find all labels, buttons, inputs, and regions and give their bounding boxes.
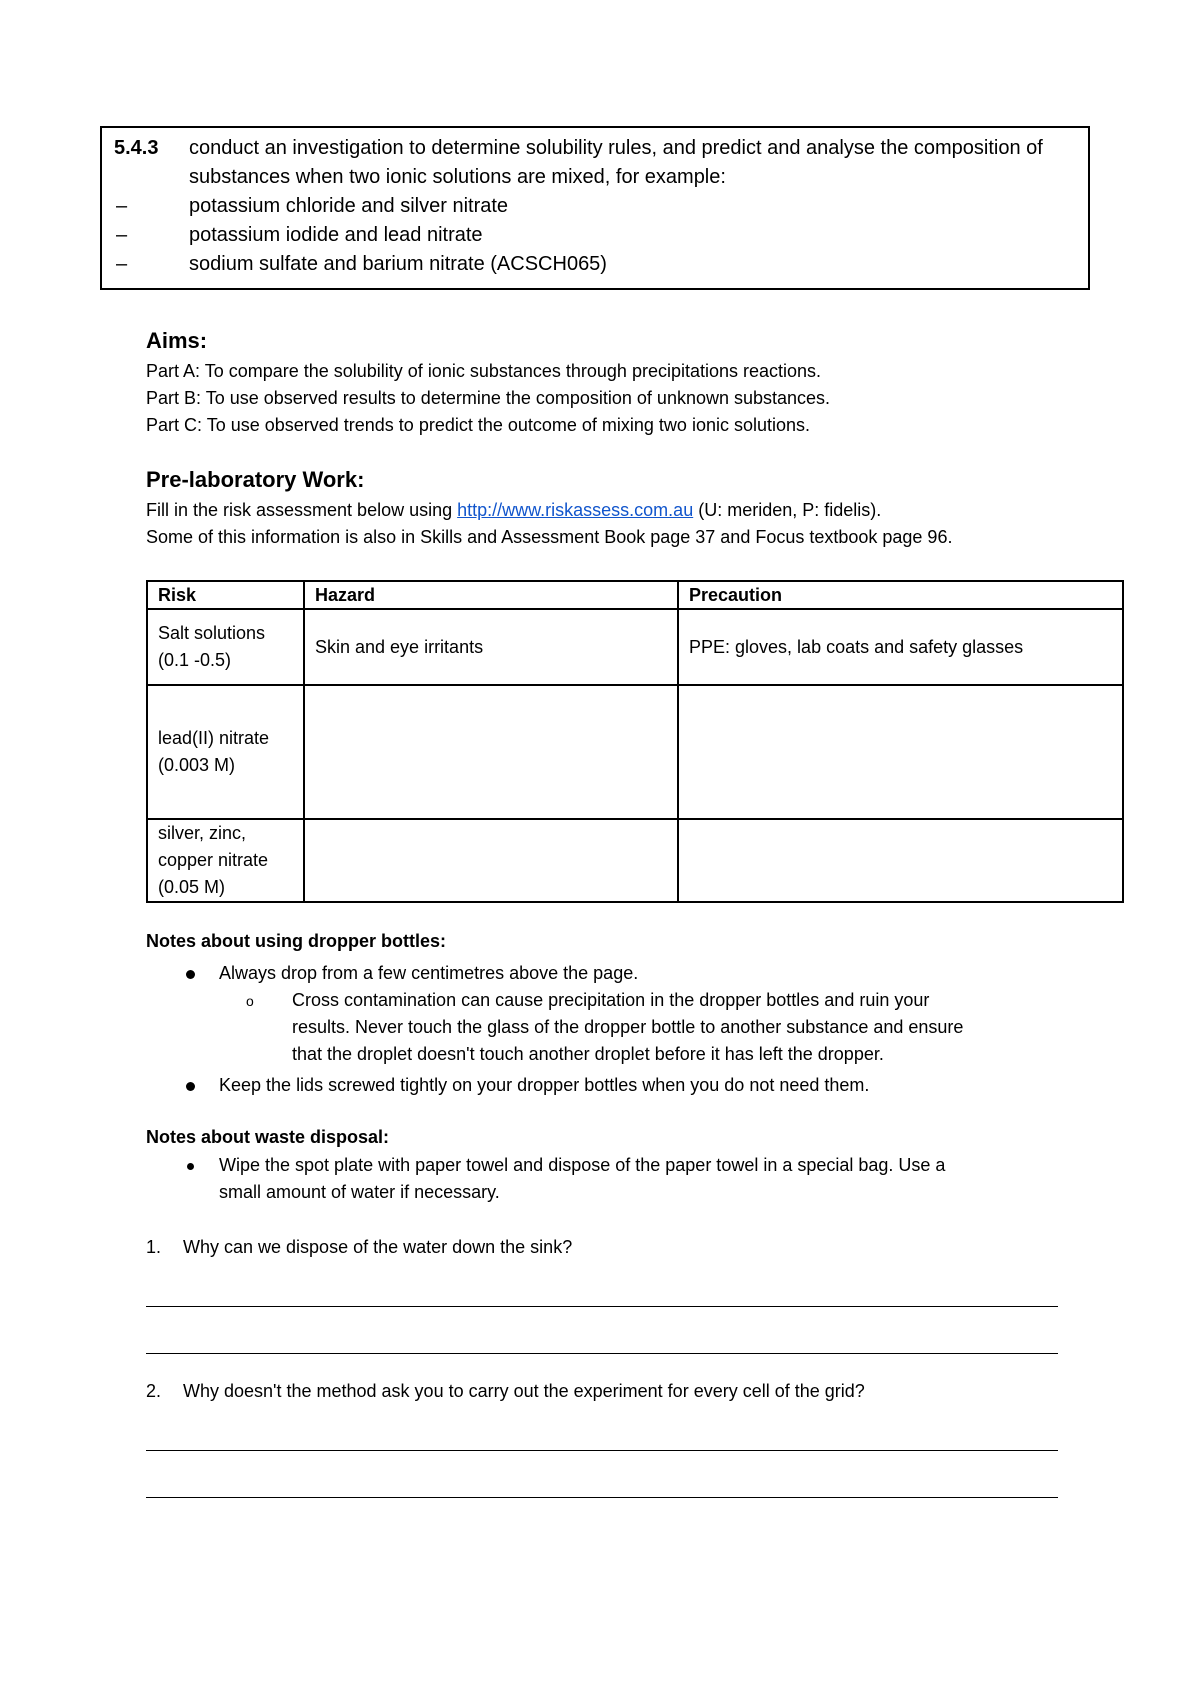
answer-line[interactable] (146, 1450, 1058, 1451)
precaution-cell[interactable] (678, 819, 1123, 902)
risk-text: lead(II) nitrate (158, 728, 270, 748)
risk-assessment-table (146, 580, 1124, 903)
risk-cell (147, 685, 304, 819)
syllabus-outcome-box (100, 126, 1090, 290)
table-row (147, 819, 1123, 902)
answer-line[interactable] (146, 1306, 1058, 1307)
table-row (147, 609, 1123, 685)
aims-list (146, 358, 830, 439)
risk-text: copper nitrate (158, 850, 269, 870)
note-text: small amount of water if necessary. (219, 1182, 500, 1202)
risk-cell (147, 609, 304, 685)
waste-notes-list (146, 1152, 945, 1206)
answer-line[interactable] (146, 1353, 1058, 1354)
risk-text: Salt solutions (158, 623, 266, 643)
note-text: Wipe the spot plate with paper towel and dispose of the paper towel in a special bag. Use a (219, 1155, 946, 1175)
bullet-icon (186, 1082, 195, 1091)
note-text: Cross contamination can cause precipitation in the dropper bottles and ruin your (292, 990, 930, 1010)
question-text: Why can we dispose of the water down the sink? (183, 1237, 573, 1257)
waste-notes-heading: Notes about waste disposal: (146, 1127, 390, 1147)
prelab-line-2: Some of this information is also in Skills and Assessment Book page 37 and Focus textbook page 96. (146, 527, 953, 547)
sub-list-item (146, 987, 963, 1014)
note-text: Keep the lids screwed tightly on your dropper bottles when you do not need them. (219, 1075, 870, 1095)
hazard-cell[interactable] (304, 685, 678, 819)
header-hazard: Hazard (304, 581, 678, 609)
prelab-instructions (146, 497, 952, 551)
question-1 (146, 1234, 572, 1261)
table-header-row (147, 581, 1123, 609)
risk-concentration: (0.05 M) (158, 877, 226, 897)
outcome-code: 5.4.3 (114, 137, 159, 159)
answer-line[interactable] (146, 1497, 1058, 1498)
dropper-notes-list (146, 960, 963, 1099)
list-item (146, 1072, 963, 1099)
aim-part-c: Part C: To use observed trends to predict the outcome of mixing two ionic solutions. (146, 415, 811, 435)
note-text: that the droplet doesn't touch another droplet before it has left the dropper. (292, 1044, 884, 1064)
hazard-cell: Skin and eye irritants (304, 609, 678, 685)
list-item (146, 960, 963, 987)
outcome-text: conduct an investigation to determine solubility rules, and predict and analyse the composition of substances when two ionic solutions are mixed, for example: (189, 137, 1043, 188)
aim-part-b: Part B: To use observed results to determine the composition of unknown substances. (146, 388, 831, 408)
dash-marker: – (116, 224, 128, 246)
bullet-icon (186, 970, 195, 979)
prelab-heading: Pre-laboratory Work: (146, 467, 365, 492)
riskassess-link[interactable]: http://www.riskassess.com.au (457, 500, 694, 520)
bullet-icon (187, 1163, 194, 1170)
list-item (146, 1152, 945, 1179)
table-row (147, 685, 1123, 819)
note-text: Always drop from a few centimetres above the page. (219, 963, 639, 983)
precaution-cell[interactable] (678, 685, 1123, 819)
outcome-example-text: potassium chloride and silver nitrate (189, 195, 509, 217)
dash-marker: – (116, 195, 128, 217)
circle-bullet-icon: o (246, 993, 254, 1009)
question-number: 2. (146, 1381, 162, 1401)
outcome-example-text: potassium iodide and lead nitrate (189, 224, 483, 246)
dash-marker: – (116, 253, 128, 275)
question-number: 1. (146, 1237, 162, 1257)
dropper-notes-heading: Notes about using dropper bottles: (146, 931, 446, 951)
note-text: results. Never touch the glass of the dropper bottle to another substance and ensure (292, 1017, 964, 1037)
risk-cell (147, 819, 304, 902)
hazard-cell[interactable] (304, 819, 678, 902)
header-precaution: Precaution (678, 581, 1123, 609)
risk-concentration: (0.003 M) (158, 755, 236, 775)
prelab-credentials: (U: meriden, P: fidelis). (693, 500, 882, 520)
header-risk: Risk (147, 581, 304, 609)
outcome-example-text: sodium sulfate and barium nitrate (ACSCH065) (189, 253, 607, 275)
prelab-text: Fill in the risk assessment below using (146, 500, 458, 520)
question-2 (146, 1378, 865, 1405)
risk-concentration: (0.1 -0.5) (158, 650, 232, 670)
prelab-line-1 (146, 497, 952, 524)
aims-heading: Aims: (146, 328, 208, 353)
aim-part-a: Part A: To compare the solubility of ionic substances through precipitations reactions. (146, 361, 822, 381)
precaution-cell: PPE: gloves, lab coats and safety glasses (678, 609, 1123, 685)
risk-text: silver, zinc, (158, 823, 247, 843)
question-text: Why doesn't the method ask you to carry out the experiment for every cell of the grid? (183, 1381, 865, 1401)
